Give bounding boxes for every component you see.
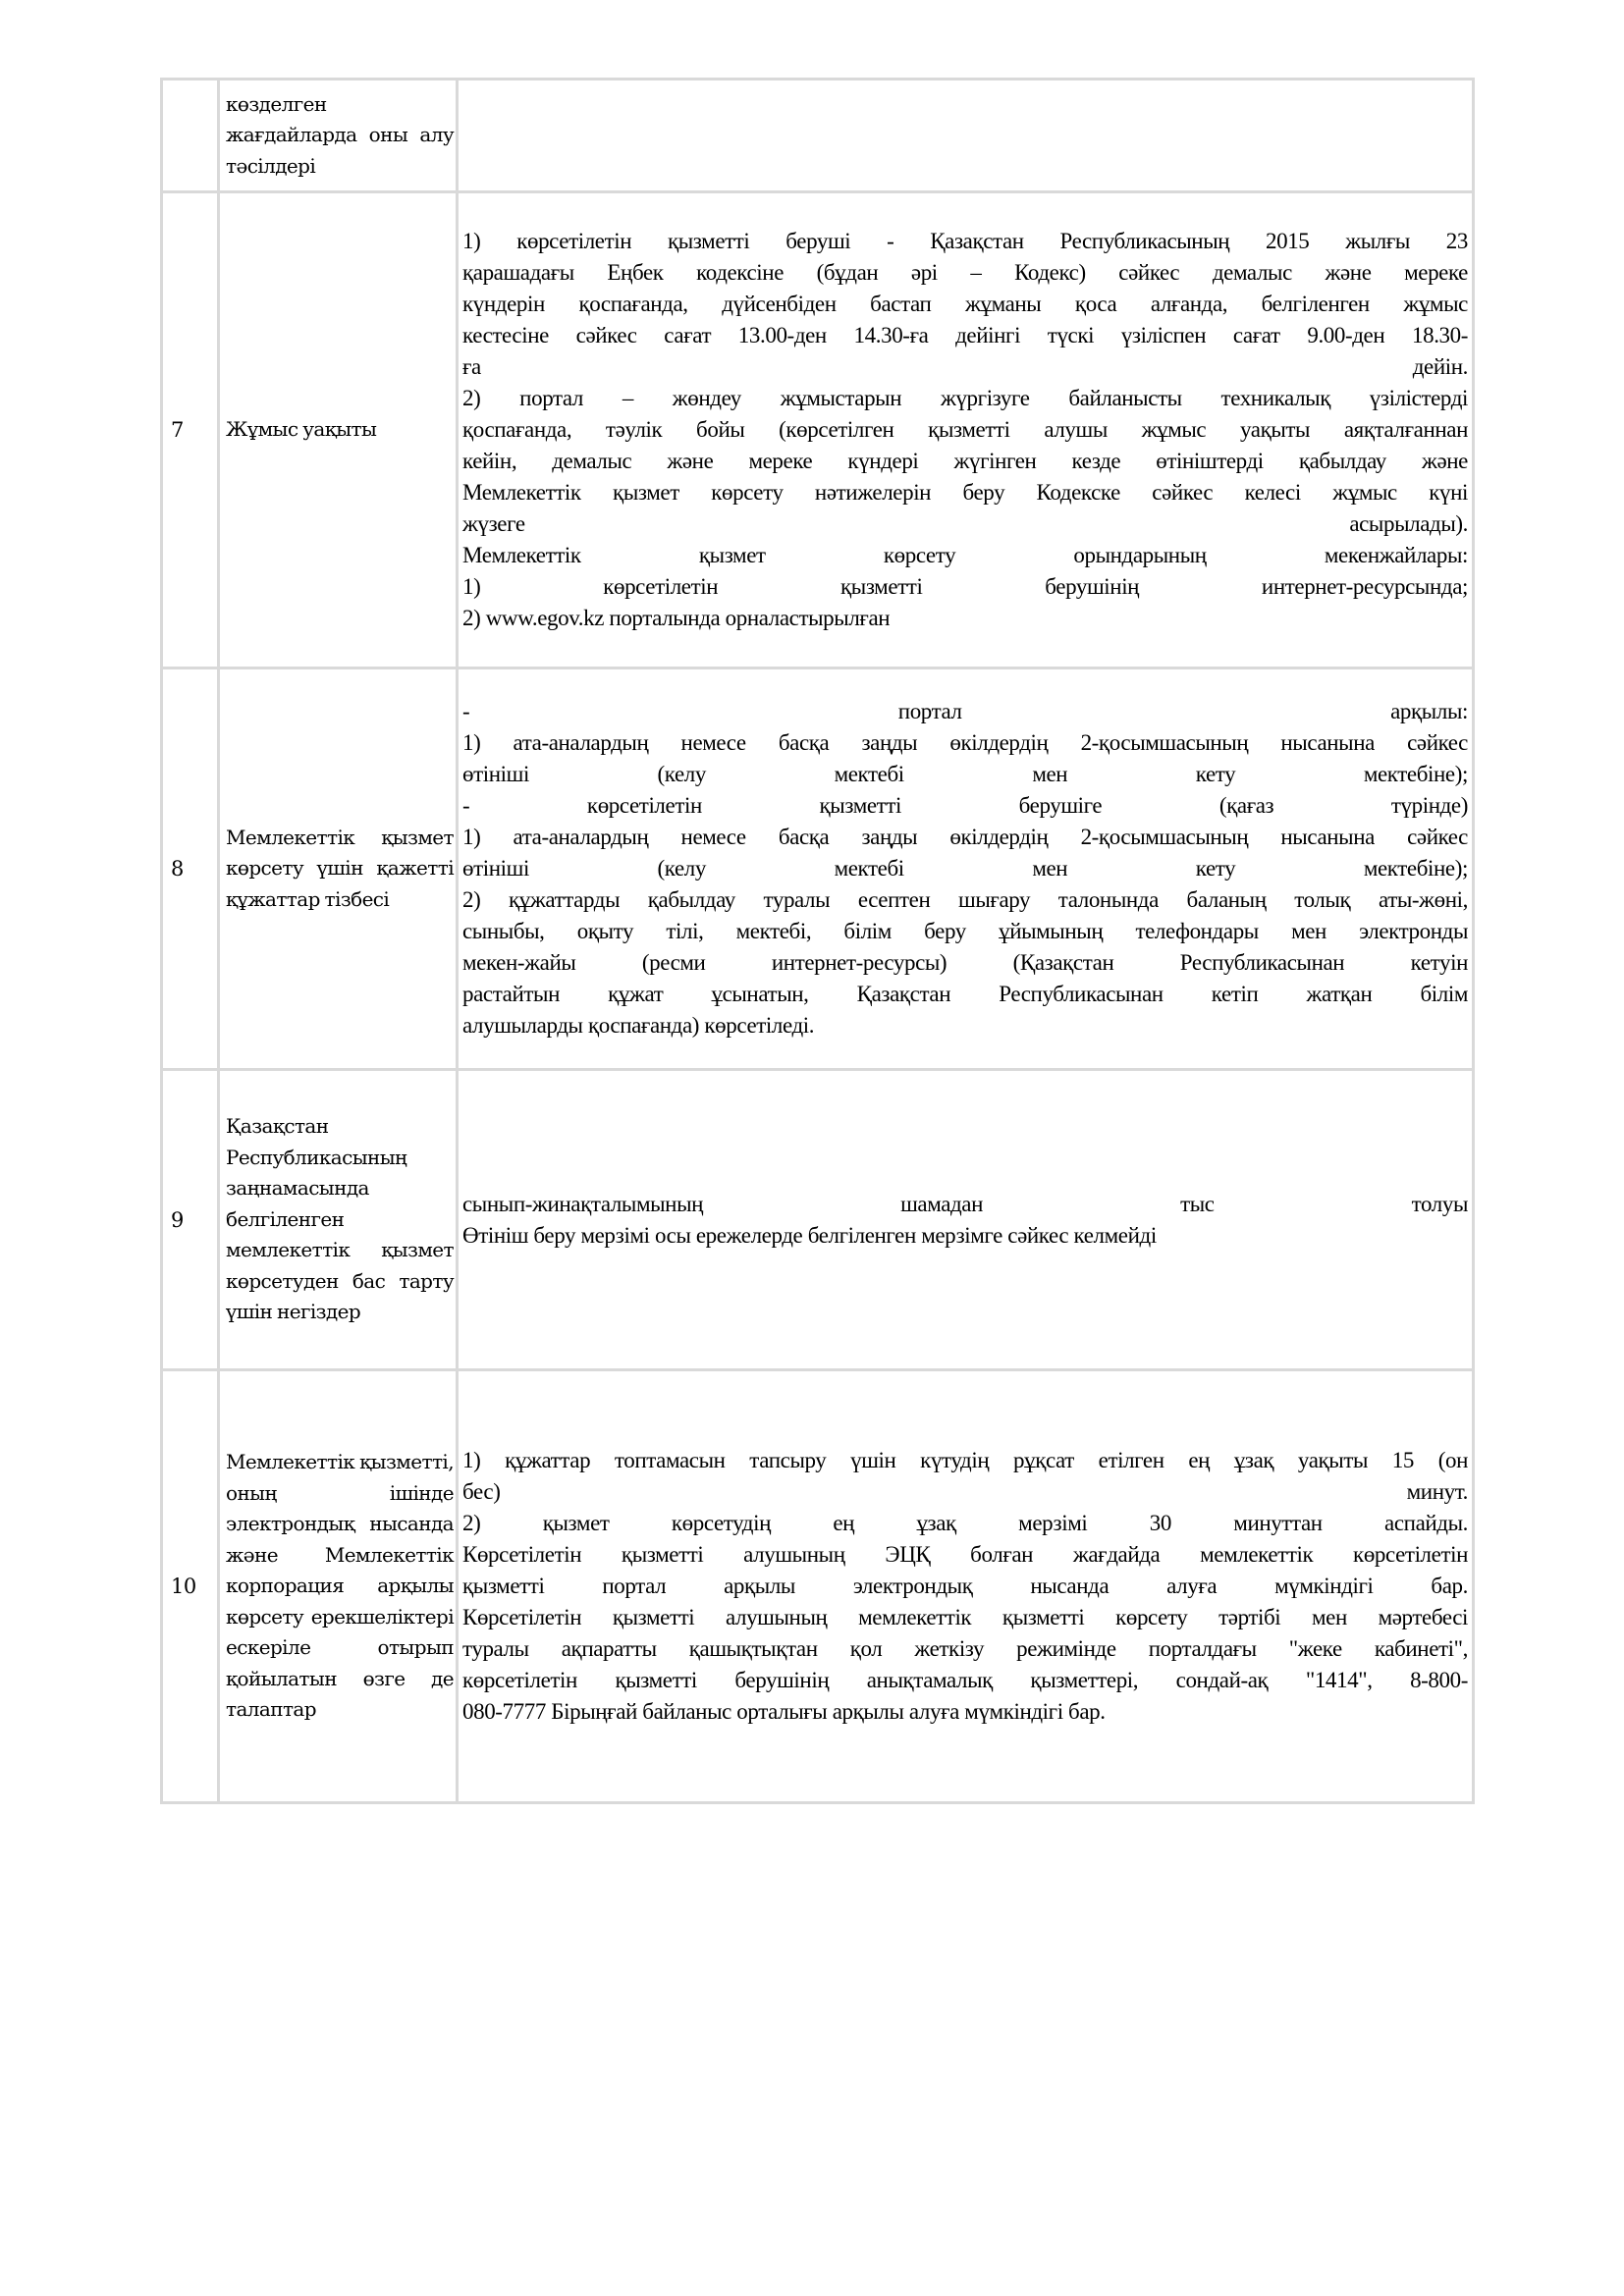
value-line: қызметті портал арқылы электрондық нысанда алуға мүмкіндігі бар. xyxy=(462,1574,1468,1598)
value-line: туралы ақпаратты қашықтықтан қол жеткізу режимінде порталдағы "жеке кабинеті", xyxy=(462,1636,1468,1661)
value-line: сынып-жинақталымының шамадан тыс толуы xyxy=(462,1191,1468,1216)
row-label: Мемлекеттік қызметті, оның ішінде электрондық нысанда және Мемлекеттік корпорация арқылы көрсету ерекшеліктері ескеріле отырып қойылатын өзге де талаптар xyxy=(219,1370,458,1803)
value-line: алушыларды қоспағанда) көрсетіледі. xyxy=(462,1013,815,1038)
row-label: Мемлекеттік қызмет көрсету үшін қажетті құжаттар тізбесі xyxy=(219,668,458,1070)
value-line: 1) көрсетілетін қызметті беруші - Қазақстан Республикасының 2015 жылғы 23 xyxy=(462,229,1468,253)
table-row-required-documents xyxy=(162,668,1474,1070)
row-label: Қазақстан Республикасының заңнамасында белгіленген мемлекеттік қызмет көрсетуден бас тарту үшін негіздер xyxy=(219,1070,458,1370)
row-number: 8 xyxy=(162,668,219,1070)
value-line: Мемлекеттік қызмет көрсету орындарының мекенжайлары: xyxy=(462,543,1468,567)
row-label: Жұмыс уақыты xyxy=(219,192,458,668)
value-line: - портал арқылы: xyxy=(462,699,1468,723)
row-value xyxy=(458,192,1474,668)
row-value xyxy=(458,1070,1474,1370)
value-line: 080-7777 Бірыңғай байланыс орталығы арқылы алуға мүмкіндігі бар. xyxy=(462,1699,1106,1724)
table-row-other-requirements xyxy=(162,1370,1474,1803)
value-line: қарашадағы Еңбек кодексіне (бұдан әрі – Кодекс) сәйкес демалыс және мереке xyxy=(462,260,1468,285)
value-line: өтініші (келу мектебі мен кету мектебіне); xyxy=(462,856,1468,881)
row-number xyxy=(162,80,219,192)
row-label: көзделген жағдайларда оны алу тәсілдері xyxy=(219,80,458,192)
value-line: жүзеге асырылады). xyxy=(462,511,1468,536)
value-line: кейін, демалыс және мереке күндері жүгінген кезде өтініштерді қабылдау және xyxy=(462,449,1468,473)
value-line: сыныбы, оқыту тілі, мектебі, білім беру ұйымының телефондары мен электронды xyxy=(462,919,1468,943)
value-line: мекен-жайы (ресми интернет-ресурсы) (Қазақстан Республикасынан кетуін xyxy=(462,950,1468,975)
value-line: Өтініш беру мерзімі осы ережелерде белгіленген мерзімге сәйкес келмейді xyxy=(462,1222,1157,1248)
table-row-working-hours xyxy=(162,192,1474,668)
row-number: 7 xyxy=(162,192,219,668)
row-number: 10 xyxy=(162,1370,219,1803)
value-line: 1) көрсетілетін қызметті берушінің интернет-ресурсында; xyxy=(462,574,1468,599)
row-value xyxy=(458,80,1474,192)
value-line: бес) минут. xyxy=(462,1479,1468,1504)
value-line: 1) ата-аналардың немесе басқа заңды өкілдердің 2-қосымшасының нысанына сәйкес xyxy=(462,825,1468,849)
value-line: 2) www.egov.kz порталында орналастырылған xyxy=(462,606,891,630)
row-number: 9 xyxy=(162,1070,219,1370)
row-value xyxy=(458,1370,1474,1803)
value-line: Көрсетілетін қызметті алушының мемлекеттік қызметті көрсету тәртібі мен мәртебесі xyxy=(462,1605,1468,1629)
value-line: - көрсетілетін қызметті берушіге (қағаз түрінде) xyxy=(462,793,1468,818)
value-line: 1) ата-аналардың немесе басқа заңды өкілдердің 2-қосымшасының нысанына сәйкес xyxy=(462,730,1468,755)
service-standard-table xyxy=(160,78,1475,1804)
value-line: 2) құжаттарды қабылдау туралы есептен шығару талонында баланың толық аты-жөні, xyxy=(462,887,1468,912)
value-line: кестесіне сәйкес сағат 13.00-ден 14.30-ға дейінгі түскі үзіліспен сағат 9.00-ден 18.30- xyxy=(462,323,1468,347)
value-line: 2) қызмет көрсетудің ең ұзақ мерзімі 30 минуттан аспайды. xyxy=(462,1511,1468,1535)
value-line: өтініші (келу мектебі мен кету мектебіне); xyxy=(462,762,1468,786)
value-line: ға дейін. xyxy=(462,354,1468,379)
value-line: 2) портал – жөндеу жұмыстарын жүргізуге байланысты техникалық үзілістерді xyxy=(462,386,1468,410)
value-line: растайтын құжат ұсынатын, Қазақстан Республикасынан кетіп жатқан білім xyxy=(462,982,1468,1006)
value-line: 1) құжаттар топтамасын тапсыру үшін күтудің рұқсат етілген ең ұзақ уақыты 15 (он xyxy=(462,1448,1468,1472)
row-value xyxy=(458,668,1474,1070)
value-line: Көрсетілетін қызметті алушының ЭЦҚ болған жағдайда мемлекеттік көрсетілетін xyxy=(462,1542,1468,1567)
table-row-refusal-grounds xyxy=(162,1070,1474,1370)
value-line: күндерін қоспағанда, дүйсенбіден бастап жұманы қоса алғанда, белгіленген жұмыс xyxy=(462,292,1468,316)
value-line: көрсетілетін қызметті берушінің анықтамалық қызметтері, сондай-ақ "1414", 8-800- xyxy=(462,1668,1468,1692)
value-line: Мемлекеттік қызмет көрсету нәтижелерін беру Кодекске сәйкес келесі жұмыс күні xyxy=(462,480,1468,505)
value-line: қоспағанда, тәулік бойы (көрсетілген қызметті алушы жұмыс уақыты аяқталғаннан xyxy=(462,417,1468,442)
table-row-continuation xyxy=(162,80,1474,192)
